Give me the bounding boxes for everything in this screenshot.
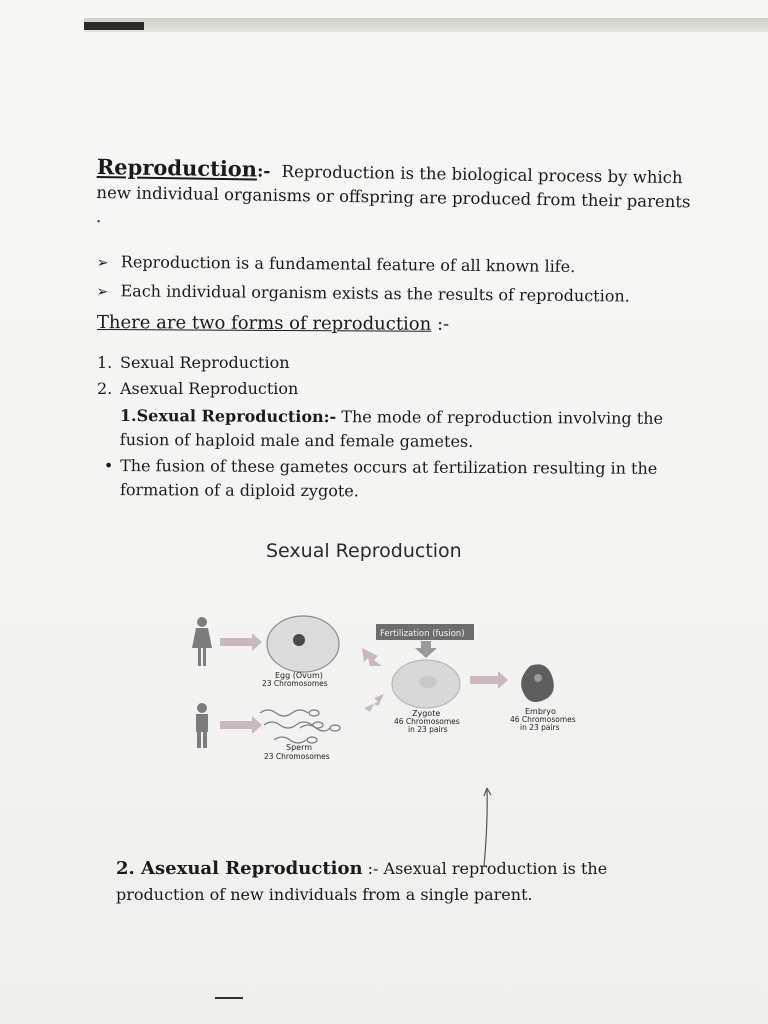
sperm-label: Sperm [286,743,313,752]
female-figure-icon [192,617,212,666]
term-separator: :- [256,161,271,182]
sexual-bullet-text: The fusion of these gametes occurs at fertilization resulting in the formation of a diploid zygote. [119,456,658,501]
term-reproduction: Reproduction [96,154,258,182]
scan-edge [84,18,768,32]
asexual-separator: :- [362,859,379,878]
zygote-chromosomes: 46 Chromosomes [394,717,460,726]
zygote-icon [392,660,460,708]
list-item [97,376,697,402]
forms-heading-suffix: :- [431,313,450,335]
list-number: 2. [97,379,113,398]
sexual-bullet [104,454,694,505]
arrow-bullet-icon: ➢ [96,283,109,301]
embryo-pairs: in 23 pairs [520,723,560,732]
key-points [96,248,697,312]
scan-edge-mark [84,22,144,30]
footer-mark [215,997,243,999]
sexual-heading: 1.Sexual Reproduction:- [119,405,337,427]
sexual-definition [120,404,690,455]
forms-heading [97,312,697,336]
asexual-definition [116,856,696,908]
egg-label: Egg (Ovum) [275,671,323,680]
intro-paragraph [96,155,697,238]
key-point [96,277,696,312]
key-point-text: Reproduction is a fundamental feature of all known life. [120,252,576,277]
male-figure-icon [196,703,208,748]
fusion-label: Fertilization (fusion) [380,629,465,639]
embryo-label: Embryo [525,707,556,716]
asexual-heading: 2. Asexual Reproduction [116,858,363,879]
forms-list [97,350,697,402]
sexual-reproduction-diagram [178,608,578,778]
embryo-icon [521,664,554,702]
sperm-chromosomes: 23 Chromosomes [264,752,330,761]
zygote-pairs: in 23 pairs [408,725,448,734]
down-arrow-icon [415,641,437,658]
list-number: 1. [97,353,113,372]
asexual-definition-text: Asexual reproduction is the production of new individuals from a single parent. [116,859,608,904]
list-item [97,350,697,376]
arrow-bullet-icon: ➢ [96,254,109,272]
zygote-label: Zygote [412,709,441,718]
embryo-chromosomes: 46 Chromosomes [510,715,576,724]
forms-heading-text: There are two forms of reproduction [96,312,432,335]
sexual-definition-text: The mode of reproduction involving the fusion of haploid male and female gametes. [119,407,664,451]
list-text: Sexual Reproduction [120,353,290,372]
bullet-dot-icon: • [103,455,114,476]
figure-title: Sexual Reproduction [266,540,462,562]
egg-chromosomes: 23 Chromosomes [262,679,328,688]
key-point-text: Each individual organism exists as the results of reproduction. [120,281,630,306]
list-text: Asexual Reproduction [120,379,299,398]
sperm-icon [260,710,340,743]
egg-ovum-icon [267,616,339,672]
intro-definition: Reproduction is the biological process by which new individual organisms or offspring are produced from their parents . [95,161,691,227]
